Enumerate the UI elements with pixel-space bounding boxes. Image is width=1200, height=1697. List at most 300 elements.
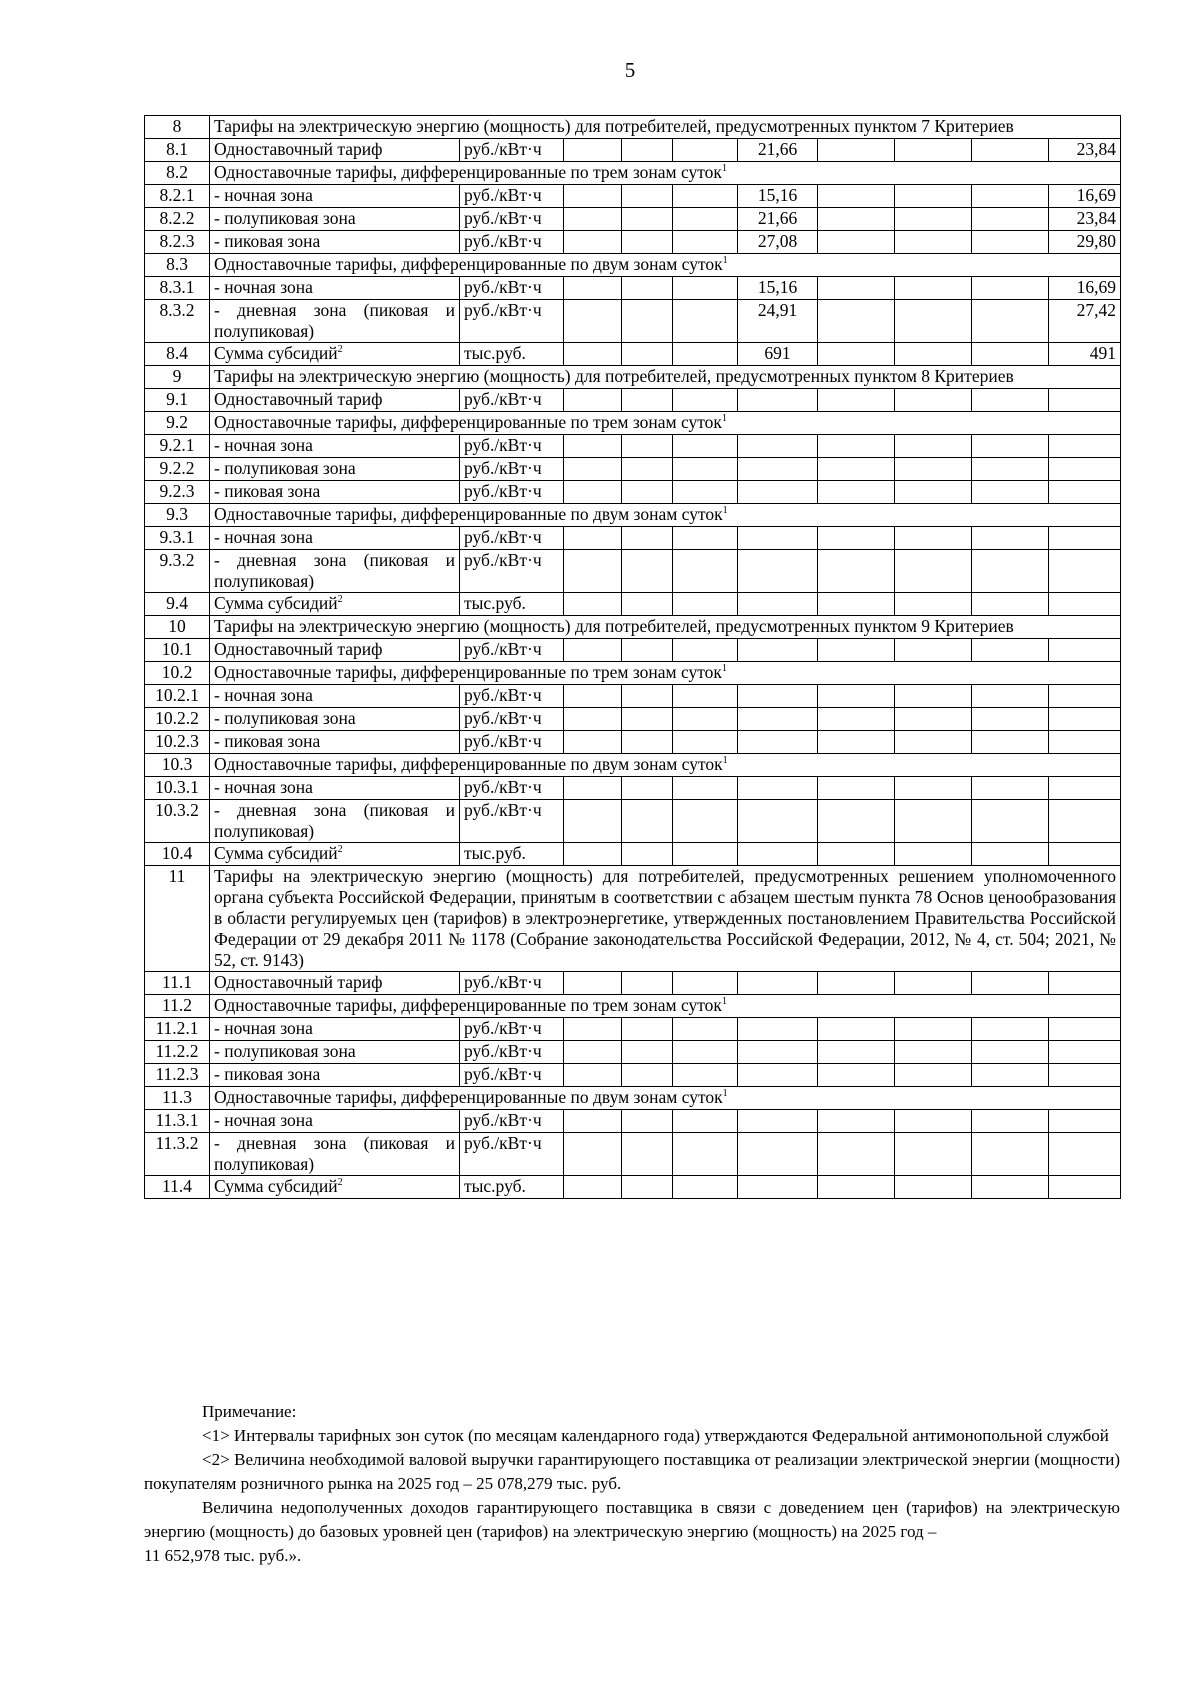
value-cell	[622, 527, 673, 550]
notes-heading: Примечание:	[202, 1402, 297, 1421]
value-cell	[818, 1041, 895, 1064]
value-2025	[1049, 843, 1121, 866]
row-label	[210, 1041, 460, 1064]
value-cell	[895, 277, 972, 300]
value-cell	[972, 639, 1049, 662]
row-label-text: Сумма субсидий	[214, 843, 338, 863]
value-cell	[564, 208, 622, 231]
value-cell	[673, 685, 738, 708]
subsection-title	[210, 162, 1121, 185]
value-cell	[673, 800, 738, 843]
value-2024: 27,08	[738, 231, 818, 254]
row-label	[210, 593, 460, 616]
row-label	[210, 208, 460, 231]
value-2025: 491	[1049, 343, 1121, 366]
value-cell	[818, 843, 895, 866]
row-label	[210, 300, 460, 343]
subsection-title	[210, 412, 1121, 435]
row-number: 8.4	[145, 343, 210, 366]
footnote-ref: 1	[722, 255, 728, 267]
row-label	[210, 685, 460, 708]
row-label-text: - пиковая зона	[214, 1064, 321, 1084]
value-cell	[972, 231, 1049, 254]
row-number: 11.3	[145, 1087, 210, 1110]
row-label	[210, 185, 460, 208]
value-cell	[972, 972, 1049, 995]
row-label-text: - ночная зона	[214, 185, 313, 205]
section-title	[210, 616, 1121, 639]
value-cell	[622, 1176, 673, 1199]
value-cell	[895, 231, 972, 254]
row-number: 9.2.2	[145, 458, 210, 481]
row-number: 10.4	[145, 843, 210, 866]
row-label-text: - ночная зона	[214, 277, 313, 297]
value-cell	[895, 1110, 972, 1133]
row-label	[210, 550, 460, 593]
value-cell	[622, 1133, 673, 1176]
value-cell	[818, 458, 895, 481]
value-cell	[622, 139, 673, 162]
value-cell	[622, 185, 673, 208]
table-row	[145, 800, 1121, 843]
table-row	[145, 185, 1121, 208]
value-cell	[564, 481, 622, 504]
value-cell	[564, 277, 622, 300]
value-cell	[818, 527, 895, 550]
value-cell	[818, 343, 895, 366]
table-row	[145, 843, 1121, 866]
value-2024	[738, 1041, 818, 1064]
value-cell	[972, 300, 1049, 343]
value-cell	[895, 343, 972, 366]
value-2025	[1049, 593, 1121, 616]
subsection-title	[210, 1087, 1121, 1110]
value-cell	[895, 458, 972, 481]
row-number: 10.3	[145, 754, 210, 777]
value-cell	[564, 527, 622, 550]
row-label-text: Одноставочный тариф	[214, 972, 383, 992]
row-number: 11.3.2	[145, 1133, 210, 1176]
row-number: 8.1	[145, 139, 210, 162]
value-cell	[818, 435, 895, 458]
value-cell	[673, 389, 738, 412]
title-text: Одноставочные тарифы, дифференцированные по трем зонам суток	[214, 995, 722, 1015]
value-2024	[738, 458, 818, 481]
value-2025: 16,69	[1049, 185, 1121, 208]
value-cell	[895, 1064, 972, 1087]
row-unit: руб./кВт·ч	[460, 1110, 564, 1133]
value-2025	[1049, 731, 1121, 754]
row-unit: руб./кВт·ч	[460, 1064, 564, 1087]
value-cell	[818, 231, 895, 254]
value-cell	[622, 685, 673, 708]
value-cell	[895, 1133, 972, 1176]
value-cell	[818, 139, 895, 162]
table-row	[145, 116, 1121, 139]
row-label	[210, 639, 460, 662]
value-cell	[818, 550, 895, 593]
table-row	[145, 685, 1121, 708]
table-row	[145, 1018, 1121, 1041]
value-cell	[895, 300, 972, 343]
value-cell	[972, 708, 1049, 731]
table-row	[145, 139, 1121, 162]
table-row	[145, 208, 1121, 231]
row-label-text: - пиковая зона	[214, 231, 321, 251]
row-unit: тыс.руб.	[460, 343, 564, 366]
row-number: 8.3.2	[145, 300, 210, 343]
title-text: Одноставочные тарифы, дифференцированные по трем зонам суток	[214, 662, 722, 682]
value-cell	[818, 685, 895, 708]
value-cell	[818, 208, 895, 231]
value-cell	[972, 593, 1049, 616]
value-2025	[1049, 1176, 1121, 1199]
value-2024	[738, 1133, 818, 1176]
value-cell	[564, 550, 622, 593]
value-cell	[818, 800, 895, 843]
value-cell	[622, 389, 673, 412]
value-cell	[818, 389, 895, 412]
value-cell	[564, 708, 622, 731]
value-cell	[895, 800, 972, 843]
row-label-text: Одноставочный тариф	[214, 639, 383, 659]
value-2025	[1049, 389, 1121, 412]
value-cell	[895, 1176, 972, 1199]
value-cell	[972, 481, 1049, 504]
row-unit: руб./кВт·ч	[460, 458, 564, 481]
table-row	[145, 995, 1121, 1018]
row-unit: руб./кВт·ч	[460, 139, 564, 162]
row-label	[210, 343, 460, 366]
value-cell	[564, 300, 622, 343]
value-cell	[564, 1110, 622, 1133]
row-unit: руб./кВт·ч	[460, 435, 564, 458]
row-label	[210, 972, 460, 995]
value-2025	[1049, 685, 1121, 708]
value-2025	[1049, 481, 1121, 504]
value-cell	[622, 435, 673, 458]
value-2024	[738, 1018, 818, 1041]
table-row	[145, 412, 1121, 435]
value-cell	[972, 435, 1049, 458]
row-number: 8.2	[145, 162, 210, 185]
row-unit: руб./кВт·ч	[460, 527, 564, 550]
value-2025	[1049, 1133, 1121, 1176]
value-2025: 23,84	[1049, 139, 1121, 162]
row-label-text: - пиковая зона	[214, 481, 321, 501]
value-cell	[564, 139, 622, 162]
title-text: Одноставочные тарифы, дифференцированные по двум зонам суток	[214, 1087, 723, 1107]
value-2024	[738, 593, 818, 616]
value-cell	[818, 1176, 895, 1199]
value-cell	[895, 389, 972, 412]
value-2024: 21,66	[738, 139, 818, 162]
row-number: 10.2.1	[145, 685, 210, 708]
row-number: 11.2	[145, 995, 210, 1018]
row-label-text: Сумма субсидий	[214, 343, 338, 363]
value-2024: 21,66	[738, 208, 818, 231]
value-cell	[972, 343, 1049, 366]
table-row	[145, 231, 1121, 254]
row-number: 8.2.2	[145, 208, 210, 231]
value-2024	[738, 777, 818, 800]
value-2024	[738, 731, 818, 754]
row-number: 10	[145, 616, 210, 639]
row-unit: руб./кВт·ч	[460, 972, 564, 995]
value-cell	[972, 139, 1049, 162]
row-label	[210, 527, 460, 550]
row-label-text: - дневная зона (пиковая и полупиковая)	[214, 550, 455, 591]
footnote-ref: 2	[337, 594, 343, 606]
row-label	[210, 1018, 460, 1041]
section-title	[210, 116, 1121, 139]
value-cell	[818, 708, 895, 731]
value-2024	[738, 481, 818, 504]
value-2024	[738, 527, 818, 550]
row-label	[210, 458, 460, 481]
value-cell	[895, 685, 972, 708]
row-unit: руб./кВт·ч	[460, 208, 564, 231]
value-cell	[972, 1064, 1049, 1087]
table-row	[145, 366, 1121, 389]
value-cell	[622, 972, 673, 995]
value-2024	[738, 1110, 818, 1133]
row-label	[210, 1176, 460, 1199]
value-cell	[673, 593, 738, 616]
value-cell	[673, 139, 738, 162]
value-cell	[972, 731, 1049, 754]
value-2025	[1049, 435, 1121, 458]
value-cell	[673, 277, 738, 300]
value-2025: 29,80	[1049, 231, 1121, 254]
table-row	[145, 481, 1121, 504]
table-row	[145, 1087, 1121, 1110]
row-number: 11.4	[145, 1176, 210, 1199]
row-unit: руб./кВт·ч	[460, 1018, 564, 1041]
row-number: 10.2.2	[145, 708, 210, 731]
row-number: 10.2.3	[145, 731, 210, 754]
row-label-text: - дневная зона (пиковая и полупиковая)	[214, 300, 455, 341]
value-cell	[564, 1133, 622, 1176]
footnote-ref: 1	[722, 1088, 728, 1100]
value-cell	[895, 593, 972, 616]
value-cell	[622, 1064, 673, 1087]
title-text: Тарифы на электрическую энергию (мощность) для потребителей, предусмотренных пунктом 8 Критериев	[214, 366, 1014, 386]
value-cell	[673, 1133, 738, 1176]
value-cell	[972, 208, 1049, 231]
row-label-text: - ночная зона	[214, 685, 313, 705]
title-text: Одноставочные тарифы, дифференцированные по двум зонам суток	[214, 754, 723, 774]
footnote-ref: 1	[721, 413, 727, 425]
table-row	[145, 527, 1121, 550]
row-label-text: - дневная зона (пиковая и полупиковая)	[214, 800, 455, 841]
value-cell	[564, 1064, 622, 1087]
note-3: Величина недополученных доходов гарантирующего поставщика в связи с доведением цен (тарифов) на электрическую энергию (мощность) до базовых уровней цен (тарифов) на электрическую энергию (мощность) на 2025 год –	[144, 1498, 1120, 1541]
footnote-ref: 1	[721, 163, 727, 175]
value-2024	[738, 435, 818, 458]
value-cell	[564, 389, 622, 412]
row-label	[210, 800, 460, 843]
table-row	[145, 639, 1121, 662]
value-cell	[895, 1018, 972, 1041]
row-label-text: - пиковая зона	[214, 731, 321, 751]
value-cell	[622, 639, 673, 662]
value-cell	[972, 843, 1049, 866]
row-number: 11.2.2	[145, 1041, 210, 1064]
row-number: 9.3	[145, 504, 210, 527]
value-cell	[818, 1018, 895, 1041]
value-cell	[564, 777, 622, 800]
value-cell	[972, 458, 1049, 481]
value-2025	[1049, 458, 1121, 481]
row-number: 9.4	[145, 593, 210, 616]
row-unit: руб./кВт·ч	[460, 639, 564, 662]
value-cell	[673, 208, 738, 231]
value-cell	[673, 1064, 738, 1087]
value-cell	[972, 777, 1049, 800]
section-title	[210, 866, 1121, 972]
row-label-text: - дневная зона (пиковая и полупиковая)	[214, 1133, 455, 1174]
value-cell	[895, 208, 972, 231]
value-2025	[1049, 708, 1121, 731]
value-cell	[622, 731, 673, 754]
value-cell	[673, 1110, 738, 1133]
value-cell	[972, 1018, 1049, 1041]
value-cell	[673, 343, 738, 366]
title-text: Тарифы на электрическую энергию (мощность) для потребителей, предусмотренных пунктом 9 Критериев	[214, 616, 1014, 636]
row-unit: руб./кВт·ч	[460, 1041, 564, 1064]
value-cell	[622, 708, 673, 731]
value-cell	[818, 777, 895, 800]
value-cell	[622, 343, 673, 366]
value-cell	[564, 1176, 622, 1199]
row-label-text: - полупиковая зона	[214, 458, 356, 478]
value-cell	[818, 300, 895, 343]
row-label	[210, 843, 460, 866]
row-unit: руб./кВт·ч	[460, 231, 564, 254]
row-number: 11.2.3	[145, 1064, 210, 1087]
table-row	[145, 550, 1121, 593]
row-unit: руб./кВт·ч	[460, 277, 564, 300]
row-number: 10.3.1	[145, 777, 210, 800]
value-cell	[895, 481, 972, 504]
row-label-text: - ночная зона	[214, 1018, 313, 1038]
value-cell	[972, 685, 1049, 708]
table-row	[145, 593, 1121, 616]
value-2024: 691	[738, 343, 818, 366]
table-row	[145, 731, 1121, 754]
value-cell	[622, 800, 673, 843]
value-cell	[972, 1041, 1049, 1064]
value-cell	[673, 527, 738, 550]
row-number: 9.3.2	[145, 550, 210, 593]
row-number: 9.2	[145, 412, 210, 435]
table-row	[145, 1110, 1121, 1133]
value-cell	[622, 593, 673, 616]
note-3-end: 11 652,978 тыс. руб.».	[144, 1546, 302, 1565]
table-row	[145, 972, 1121, 995]
value-2024	[738, 1176, 818, 1199]
value-cell	[972, 1110, 1049, 1133]
value-cell	[564, 458, 622, 481]
table-row	[145, 1064, 1121, 1087]
row-label-text: Одноставочный тариф	[214, 389, 383, 409]
value-cell	[622, 1110, 673, 1133]
value-cell	[673, 481, 738, 504]
row-number: 8.3	[145, 254, 210, 277]
row-label-text: - ночная зона	[214, 527, 313, 547]
value-2025: 16,69	[1049, 277, 1121, 300]
value-cell	[895, 731, 972, 754]
value-cell	[673, 1018, 738, 1041]
value-cell	[818, 639, 895, 662]
row-label	[210, 1064, 460, 1087]
value-2024: 15,16	[738, 185, 818, 208]
value-cell	[972, 527, 1049, 550]
value-cell	[564, 685, 622, 708]
value-cell	[622, 208, 673, 231]
row-label-text: - ночная зона	[214, 435, 313, 455]
value-2024	[738, 685, 818, 708]
value-cell	[673, 972, 738, 995]
table-row	[145, 777, 1121, 800]
value-cell	[564, 731, 622, 754]
value-cell	[972, 1133, 1049, 1176]
note-2: <2> Величина необходимой валовой выручки гарантирующего поставщика от реализации электрической энергии (мощности) покупателям розничного рынка на 2025 год – 25 078,279 тыс. руб.	[144, 1450, 1120, 1493]
row-unit: руб./кВт·ч	[460, 300, 564, 343]
value-cell	[818, 593, 895, 616]
value-cell	[818, 277, 895, 300]
row-number: 11.2.1	[145, 1018, 210, 1041]
value-2024	[738, 708, 818, 731]
value-cell	[622, 300, 673, 343]
value-2024: 24,91	[738, 300, 818, 343]
row-unit: руб./кВт·ч	[460, 550, 564, 593]
note-1: <1> Интервалы тарифных зон суток (по месяцам календарного года) утверждаются Федеральной антимонопольной службой	[202, 1426, 1109, 1445]
subsection-title	[210, 504, 1121, 527]
row-number: 8.2.3	[145, 231, 210, 254]
row-label-text: Одноставочный тариф	[214, 139, 383, 159]
value-2025	[1049, 972, 1121, 995]
row-unit: руб./кВт·ч	[460, 800, 564, 843]
title-text: Одноставочные тарифы, дифференцированные по трем зонам суток	[214, 162, 722, 182]
value-2025	[1049, 550, 1121, 593]
value-cell	[818, 1133, 895, 1176]
row-label-text: Сумма субсидий	[214, 1176, 338, 1196]
row-number: 8.2.1	[145, 185, 210, 208]
value-2024	[738, 1064, 818, 1087]
row-label	[210, 435, 460, 458]
value-cell	[818, 1110, 895, 1133]
title-text: Тарифы на электрическую энергию (мощность) для потребителей, предусмотренных пунктом 7 Критериев	[214, 116, 1014, 136]
row-number: 11.3.1	[145, 1110, 210, 1133]
value-cell	[673, 639, 738, 662]
value-2024	[738, 639, 818, 662]
row-label-text: - полупиковая зона	[214, 1041, 356, 1061]
value-cell	[895, 708, 972, 731]
value-cell	[818, 972, 895, 995]
value-cell	[673, 231, 738, 254]
value-2025	[1049, 1064, 1121, 1087]
value-cell	[673, 185, 738, 208]
section-title	[210, 366, 1121, 389]
value-cell	[564, 800, 622, 843]
value-2025: 27,42	[1049, 300, 1121, 343]
value-cell	[564, 343, 622, 366]
value-cell	[673, 731, 738, 754]
value-2025	[1049, 1110, 1121, 1133]
footnote-ref: 1	[722, 505, 728, 517]
